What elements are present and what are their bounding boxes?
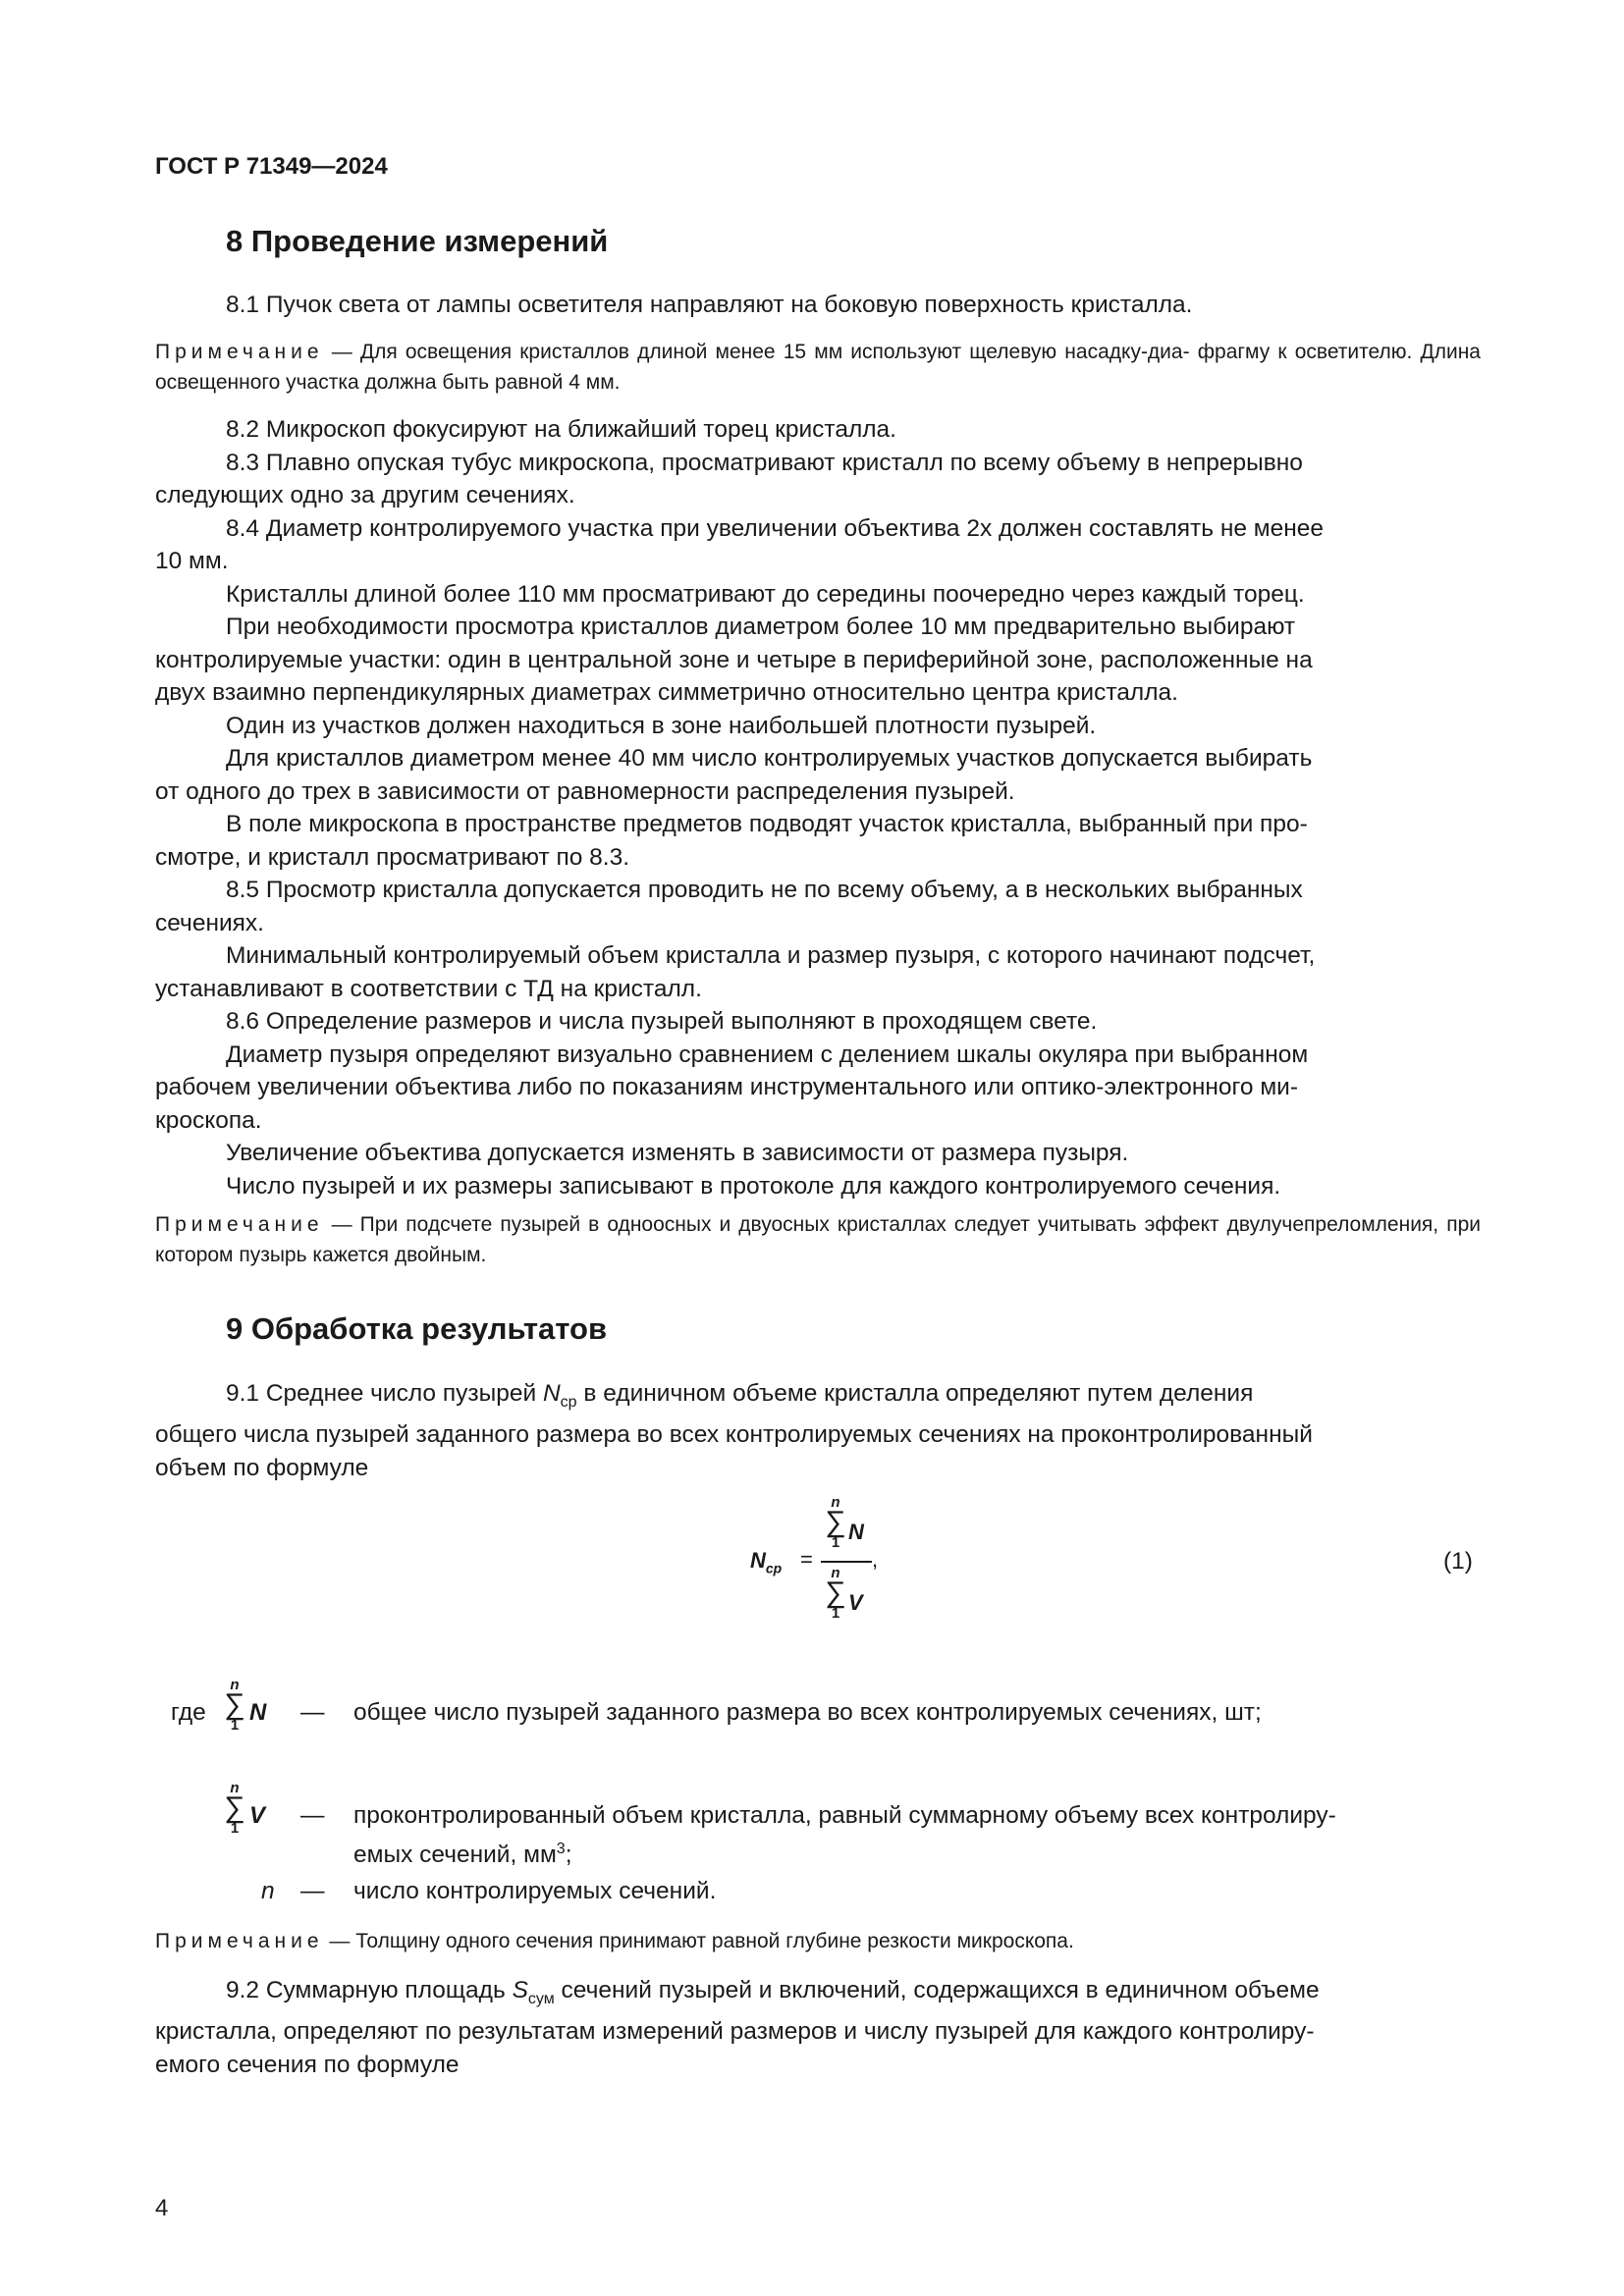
- standard-header: ГОСТ Р 71349—2024: [155, 153, 388, 180]
- def1-dash: —: [300, 1699, 325, 1726]
- paragraph-9-2: 9.2 Суммарную площадь $S_{сум}$ сечений пузырей и включений, содержащихся в единичном объеме кристалла, определяют по результатам измерений размеров и числу пузырей для каждого контролиру- емого сечения по формуле: [155, 1977, 1320, 2078]
- def1-text: общее число пузырей заданного размера во всех контролируемых сечениях, шт;: [353, 1699, 1262, 1726]
- def3-dash: —: [300, 1878, 325, 1904]
- note-1: Примечание — Для освещения кристаллов длиной менее 15 мм используют щелевую насадку-диа- фрагму к осветителю. Длина освещенного участка должна быть равной 4 мм.: [155, 341, 1481, 394]
- formula-equals: =: [800, 1547, 813, 1572]
- def3-text: число контролируемых сечений.: [353, 1878, 717, 1904]
- sigma-icon: ∑: [825, 1506, 846, 1538]
- section-9-title: 9 Обработка результатов: [226, 1311, 608, 1346]
- note-label: Примечание: [155, 341, 324, 363]
- note-label: Примечание: [155, 1930, 324, 1952]
- note-3: Примечание — Толщину одного сечения принимают равной глубине резкости микроскопа.: [155, 1930, 1074, 1952]
- equation-number: (1): [1443, 1548, 1473, 1575]
- paragraphs-8-2-to-8-6: 8.2 Микроскоп фокусируют на ближайший торец кристалла. 8.3 Плавно опуская тубус микроскопа, просматривают кристалл по всему объему в непрерывно следующих одно за другим сечениях. 8.4 Диаметр контролируемого участка при увеличении объектива 2х должен составлять не менее 10 мм. Кристаллы длиной более 110 мм просматривают до середины поочередно через каждый торец. При необходимости просмотра кристаллов диаметром более 10 мм предварительно выбирают контролируемые участки: один в центральной зоне и четыре в периферийной зоне, расположенные на двух взаимно перпендикулярных диаметрах симметрично относительно центра кристалла. Один из участков должен находиться в зоне наибольшей плотности пузырей. Для кристаллов диаметром менее 40 мм число контролируемых участков допускается выбирать от одного до трех в зависимости от равномерности распределения пузырей. В поле микроскопа в пространстве предметов подводят участок кристалла, выбранный при про- смотре, и кристалл просматривают по 8.3. 8.5 Просмотр кристалла допускается проводить не по всему объему, а в нескольких выбранных сечениях. Минимальный контролируемый объем кристалла и размер пузыря, с которого начинают подсчет, устанавливают в соответствии с ТД на кристалл. 8.6 Определение размеров и числа пузырей выполняют в проходящем свете. Диаметр пузыря определяют визуально сравнением с делением шкалы окуляра при выбранном рабочем увеличении объектива либо по показаниям инструментального или оптико-электронного ми- кроскопа. Увеличение объектива допускается изменять в зависимости от размера пузыря. Число пузырей и их размеры записывают в протоколе для каждого контролируемого сечения.: [155, 413, 1481, 1202]
- paragraph-8-5: 8.5 Просмотр кристалла допускается проводить не по всему объему, а в нескольких выбранных: [226, 877, 1303, 903]
- def2-text: проконтролированный объем кристалла, равный суммарному объему всех контролиру- емых сечений, $мм^3$;: [353, 1802, 1336, 1868]
- paragraph-9-1: 9.1 Среднее число пузырей $N_{ср}$ в единичном объеме кристалла определяют путем деления общего числа пузырей заданного размера во всех контролируемых сечениях на проконтролированный объем по формуле: [155, 1380, 1313, 1481]
- def2-symbol: V: [249, 1802, 266, 1829]
- note-label: Примечание: [155, 1213, 324, 1236]
- sum-numerator: n ∑ 1: [821, 1496, 850, 1551]
- sigma-icon: ∑: [224, 1791, 245, 1824]
- sum-denominator: n ∑ 1: [821, 1567, 850, 1622]
- paragraph-8-4: 8.4 Диаметр контролируемого участка при увеличении объектива 2х должен составлять не менее: [226, 514, 1325, 542]
- formula-lhs: $N_{ср}$: [750, 1548, 783, 1576]
- formula-1: [746, 1482, 903, 1639]
- paragraph-8-1: 8.1 Пучок света от лампы осветителя направляют на боковую поверхность кристалла.: [226, 292, 1193, 318]
- formula-numerator-N: N: [848, 1520, 864, 1544]
- formula-comma: ,: [872, 1547, 879, 1572]
- formula-denominator-V: V: [848, 1590, 863, 1615]
- sigma-icon: ∑: [825, 1576, 846, 1609]
- section-8-title: 8 Проведение измерений: [226, 224, 609, 258]
- paragraph-8-2: 8.2 Микроскоп фокусируют на ближайший торец кристалла.: [226, 416, 896, 443]
- sigma-icon: ∑: [224, 1688, 245, 1721]
- fraction-bar: [821, 1561, 872, 1563]
- paragraph-8-3: 8.3 Плавно опуская тубус микроскопа, просматривают кристалл по всему объему в непрерывно: [226, 449, 1303, 476]
- where-label: где: [171, 1699, 206, 1726]
- paragraph-8-6: 8.6 Определение размеров и числа пузырей выполняют в проходящем свете.: [226, 1008, 1098, 1035]
- def1-symbol: N: [249, 1699, 267, 1726]
- def2-dash: —: [300, 1802, 325, 1829]
- page-number: 4: [155, 2195, 169, 2221]
- note-2: Примечание — При подсчете пузырей в одноосных и двуосных кристаллах следует учитывать эффект двулучепреломления, при котором пузырь кажется двойным.: [155, 1213, 1481, 1266]
- def1-sum: n ∑ 1: [220, 1679, 249, 1734]
- def3-symbol: n: [261, 1878, 275, 1904]
- def2-sum: n ∑ 1: [220, 1782, 249, 1837]
